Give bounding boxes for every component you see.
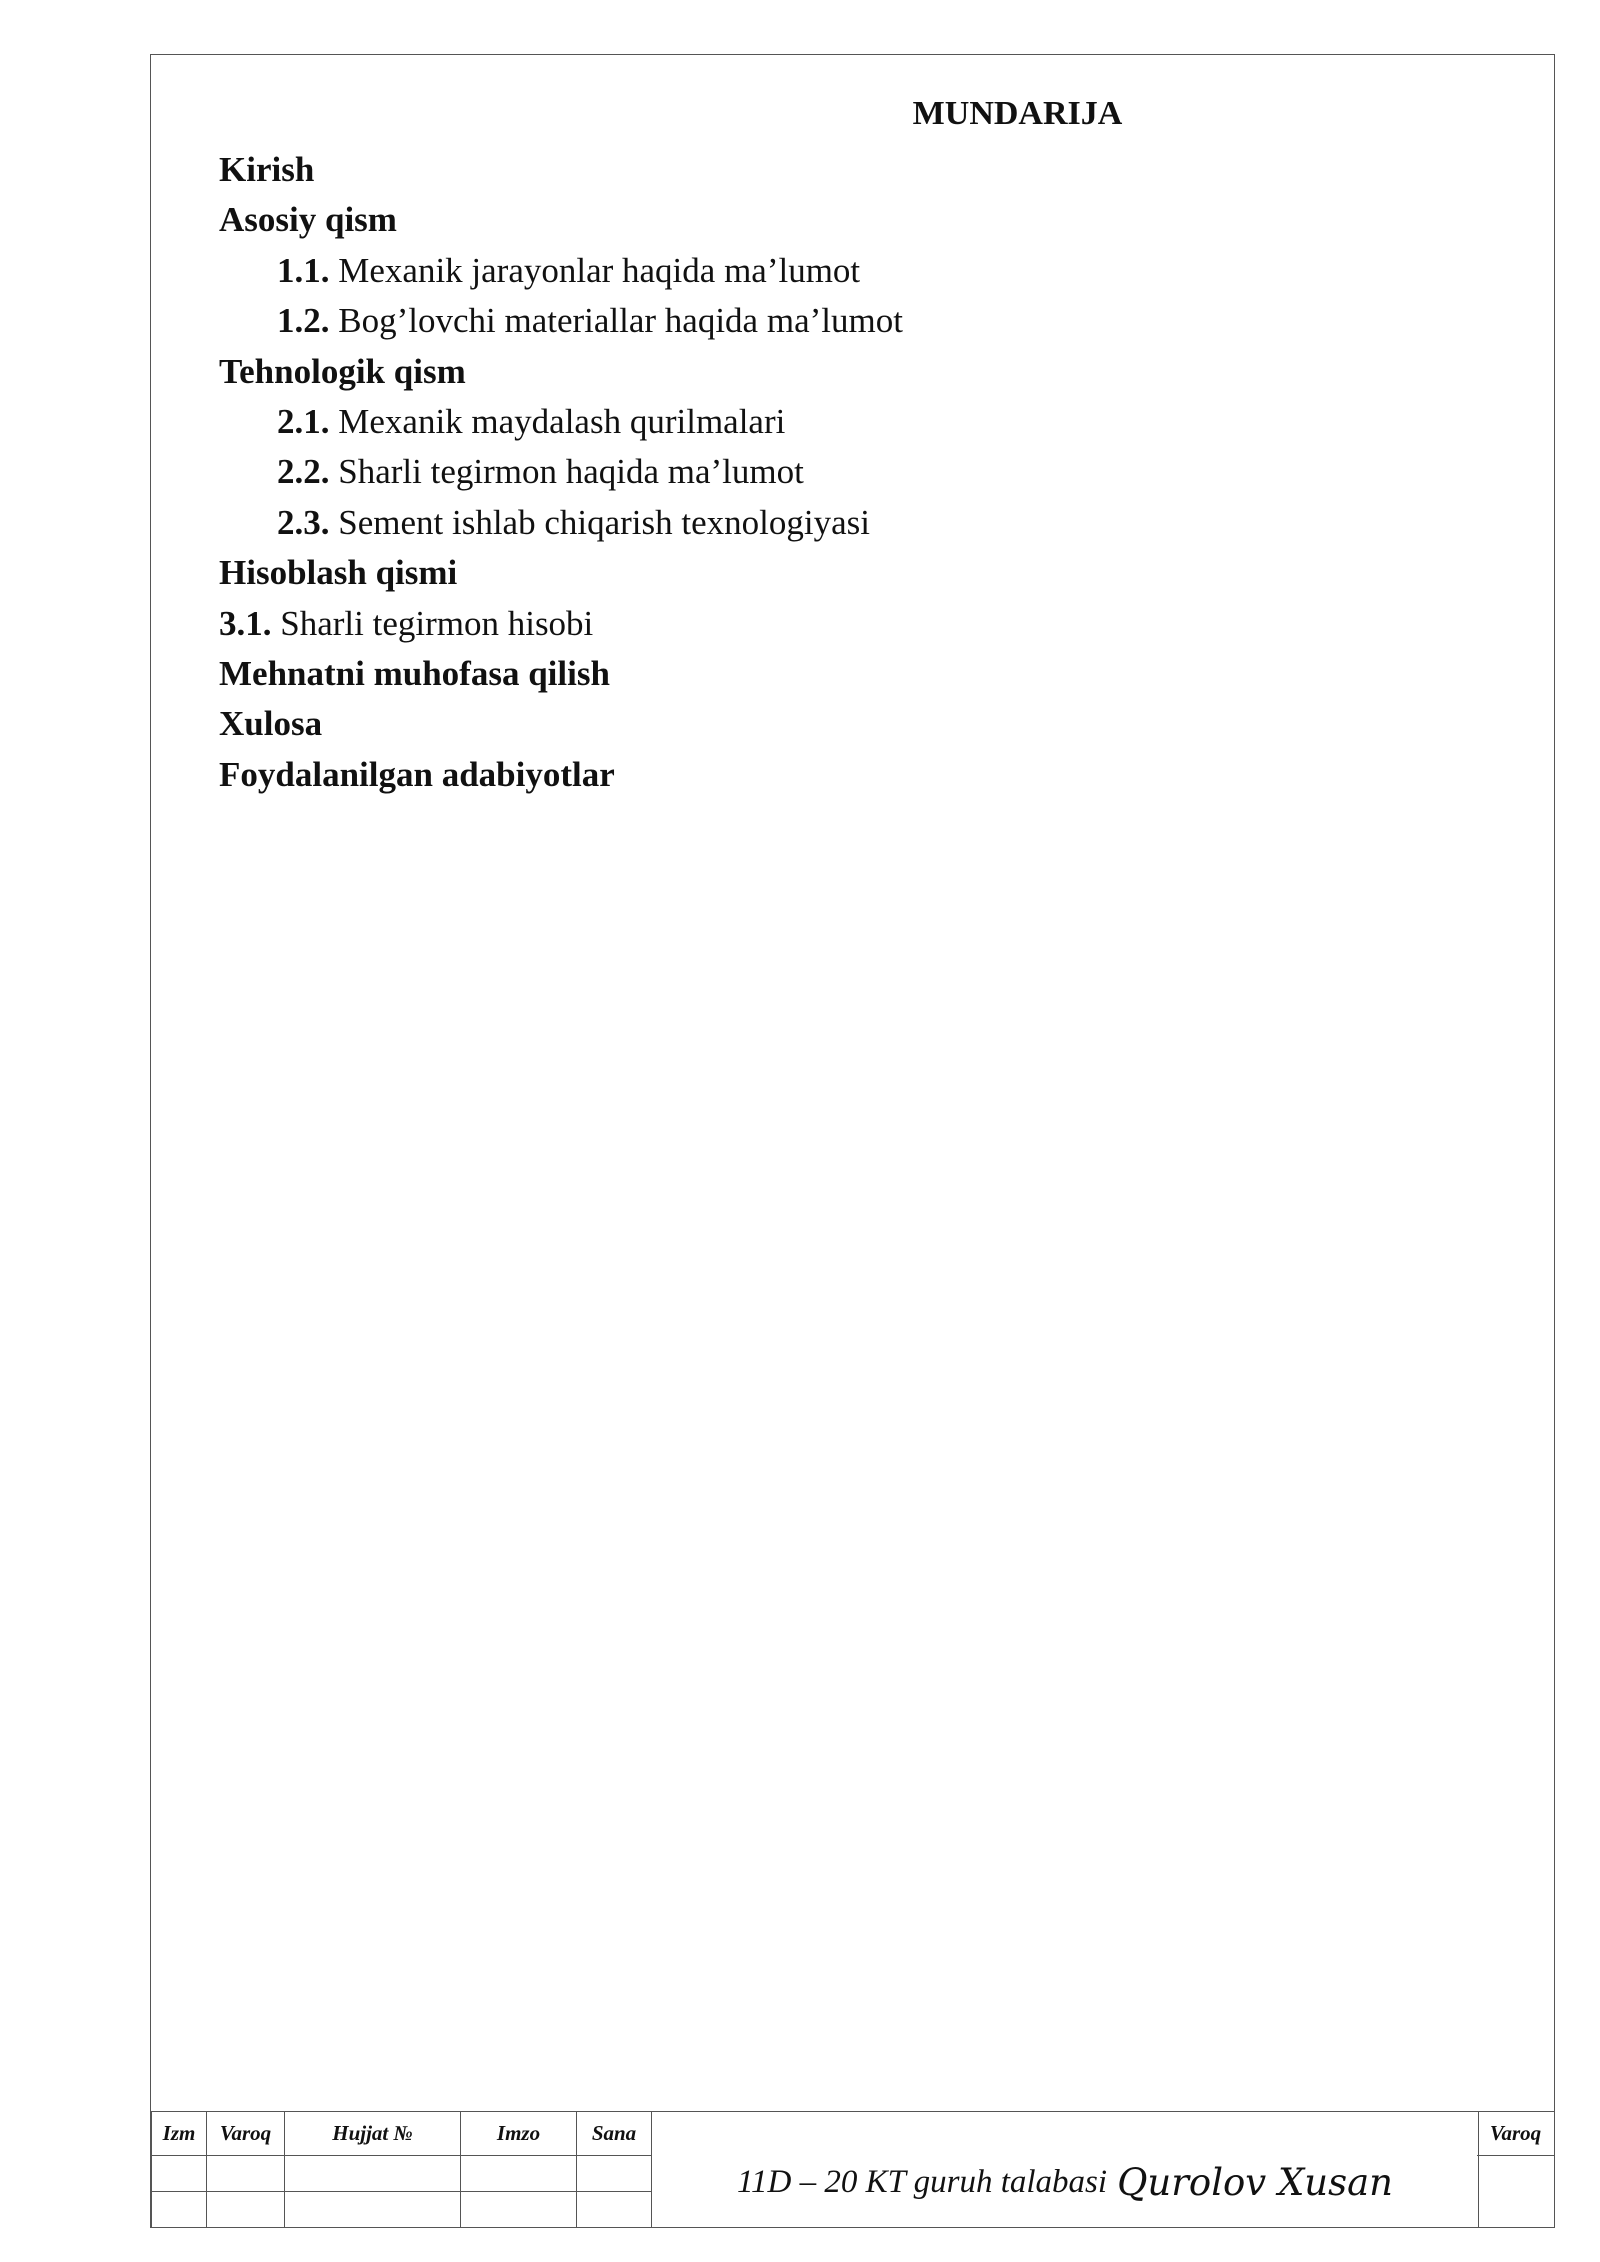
toc-item-foydalanilgan-adabiyotlar: Foydalanilgan adabiyotlar (219, 754, 615, 794)
header-sana: Sana (577, 2112, 652, 2156)
cell (152, 2156, 207, 2192)
cell (461, 2192, 577, 2228)
toc-item-asosiy-qism: Asosiy qism (219, 200, 397, 240)
toc-item-mehnatni-muhofasa: Mehnatni muhofasa qilish (219, 654, 610, 694)
toc-item-1-2: 1.2. Bog’lovchi materiallar haqida ma’lumot (277, 301, 903, 341)
toc-item-2-3: 2.3. Sement ishlab chiqarish texnologiyasi (277, 502, 870, 542)
sheet-number-box (1477, 2111, 1554, 2227)
sheet-label: Varoq (1477, 2112, 1554, 2156)
page-frame (150, 54, 1555, 2228)
toc-item-kirish: Kirish (219, 150, 315, 189)
toc-item-2-2: 2.2. Sharli tegirmon haqida ma’lumot (277, 452, 804, 492)
title-block-caption (651, 2111, 1479, 2227)
table-of-contents (219, 145, 903, 800)
toc-item-hisoblash-qismi: Hisoblash qismi (219, 553, 458, 593)
toc-item-xulosa: Xulosa (219, 704, 323, 744)
cell (152, 2192, 207, 2228)
cell (207, 2192, 285, 2228)
cell (285, 2192, 461, 2228)
toc-item-3-1: 3.1. Sharli tegirmon hisobi (219, 603, 594, 643)
cell (577, 2192, 652, 2228)
page-title: MUNDARIJA (912, 95, 1123, 132)
cell (207, 2156, 285, 2192)
cell (285, 2156, 461, 2192)
header-varoq: Varoq (207, 2112, 285, 2156)
cell (577, 2156, 652, 2192)
toc-item-tehnologik-qism: Tehnologik qism (219, 351, 466, 391)
title-block (151, 2111, 1554, 2227)
header-izm: Izm (152, 2112, 207, 2156)
toc-item-1-1: 1.1. Mexanik jarayonlar haqida ma’lumot (277, 250, 861, 290)
title-block-grid (151, 2111, 652, 2228)
cell (461, 2156, 577, 2192)
student-name: Qurolov Xusan (1117, 2161, 1394, 2204)
group-caption: 11D – 20 KT guruh talabasi (736, 2164, 1108, 2200)
header-hujjat: Hujjat № (285, 2112, 461, 2156)
header-imzo: Imzo (461, 2112, 577, 2156)
toc-item-2-1: 2.1. Mexanik maydalash qurilmalari (277, 402, 786, 442)
